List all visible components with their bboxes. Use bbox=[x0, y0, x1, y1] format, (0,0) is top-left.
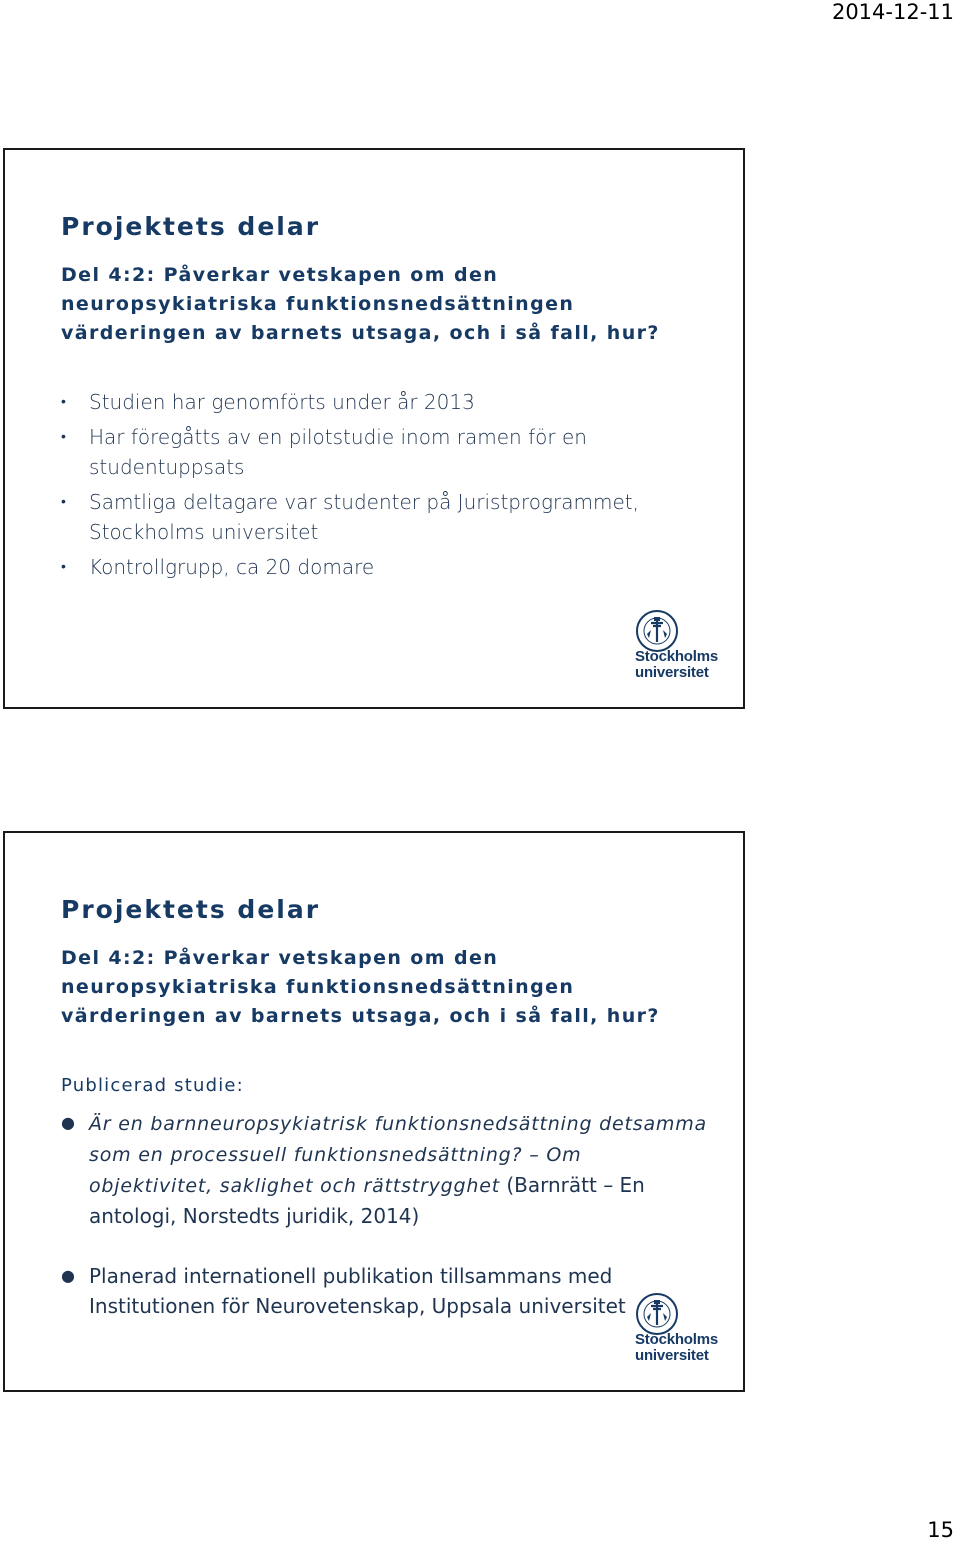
bullet-icon: • bbox=[61, 429, 66, 445]
list-item bbox=[61, 487, 721, 547]
logo-line: Stockholms bbox=[635, 648, 719, 665]
logo-text bbox=[635, 649, 718, 681]
list-item-text: Kontrollgrupp, ca 20 domare bbox=[89, 555, 375, 579]
slide-2 bbox=[3, 831, 745, 1392]
bullet-list bbox=[61, 387, 721, 587]
slide-1 bbox=[3, 148, 745, 709]
list-item-text: Studien har genomförts under år 2013 bbox=[89, 390, 475, 414]
subtitle-line: värderingen av barnets utsaga, och i så fall, hur? bbox=[61, 322, 660, 344]
logo-text bbox=[635, 1332, 718, 1364]
university-seal-icon bbox=[635, 609, 679, 653]
bullet-icon: • bbox=[61, 559, 66, 575]
subtitle-line: Del 4:2: Påverkar vetskapen om den bbox=[61, 264, 499, 286]
bullet-icon: • bbox=[61, 494, 66, 510]
subtitle-line: neuropsykiatriska funktionsnedsättningen bbox=[61, 976, 575, 998]
list-item bbox=[61, 422, 721, 482]
list-item bbox=[61, 1108, 711, 1231]
page-number: 15 bbox=[927, 1518, 954, 1542]
logo-line: universitet bbox=[635, 664, 709, 681]
logo-line: universitet bbox=[635, 1347, 709, 1364]
stockholms-universitet-logo bbox=[635, 1292, 725, 1372]
subtitle-line: neuropsykiatriska funktionsnedsättningen bbox=[61, 293, 575, 315]
published-study-label: Publicerad studie: bbox=[61, 1075, 244, 1096]
bullet-list bbox=[61, 1108, 711, 1351]
list-item-text: Planerad internationell publikation tillsammans med Institutionen för Neurovetenskap, Uppsala universitet bbox=[89, 1264, 626, 1318]
list-item-text: Samtliga deltagare var studenter på Juristprogrammet, Stockholms universitet bbox=[89, 490, 639, 544]
page-date: 2014-12-11 bbox=[831, 0, 954, 24]
stockholms-universitet-logo bbox=[635, 609, 725, 689]
slide-subtitle bbox=[61, 261, 723, 348]
list-item bbox=[61, 1261, 711, 1321]
slide-title: Projektets delar bbox=[61, 212, 321, 241]
subtitle-line: Del 4:2: Påverkar vetskapen om den bbox=[61, 947, 499, 969]
list-item bbox=[61, 387, 721, 417]
bullet-icon: • bbox=[61, 394, 66, 410]
list-item-text: Har föregåtts av en pilotstudie inom ramen för en studentuppsats bbox=[89, 425, 587, 479]
subtitle-line: värderingen av barnets utsaga, och i så fall, hur? bbox=[61, 1005, 660, 1027]
publication-source: (Barnrätt – En antologi, Norstedts juridik, 2014) bbox=[89, 1173, 645, 1228]
bullet-icon: ● bbox=[61, 1113, 75, 1132]
university-seal-icon bbox=[635, 1292, 679, 1336]
publication-title: Är en barnneuropsykiatrisk funktionsnedsättning detsamma som en processuell funktionsnedsättning? – Om objektivitet, saklighet och rättstrygghet bbox=[89, 1113, 707, 1197]
list-item bbox=[61, 552, 721, 582]
bullet-icon: ● bbox=[61, 1266, 75, 1285]
slide-title: Projektets delar bbox=[61, 895, 321, 924]
logo-line: Stockholms bbox=[635, 1331, 719, 1348]
slide-subtitle bbox=[61, 944, 723, 1031]
